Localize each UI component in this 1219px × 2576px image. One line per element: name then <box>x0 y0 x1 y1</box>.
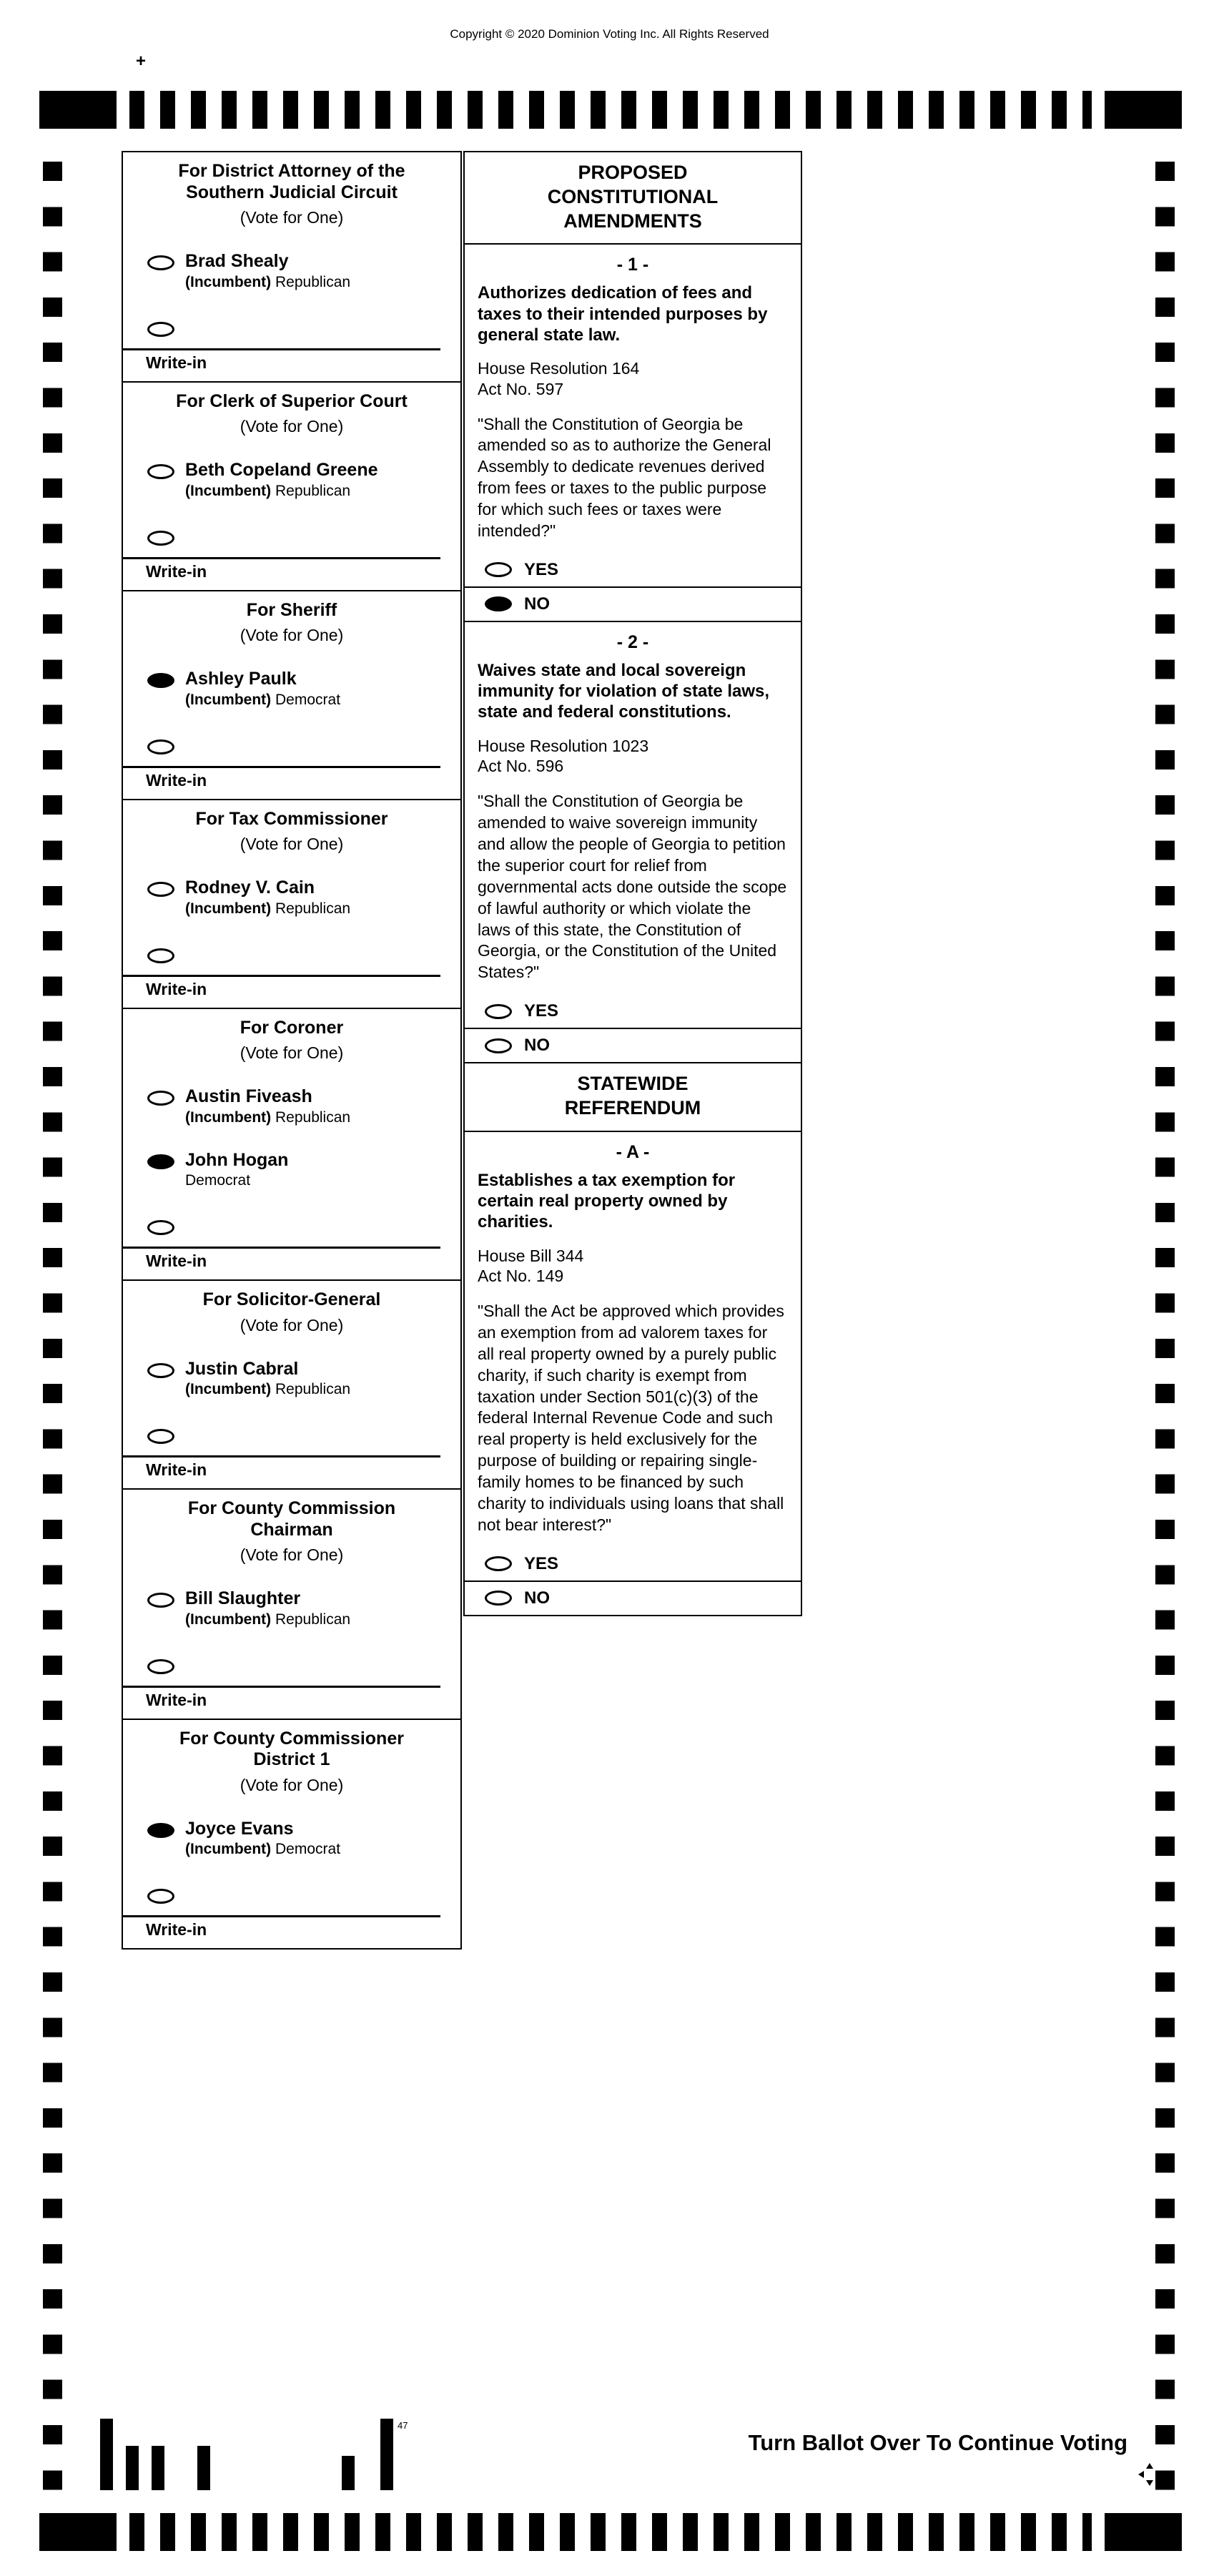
write-in-oval-row <box>123 712 460 766</box>
option-oval[interactable] <box>485 1004 512 1019</box>
write-in-label: Write-in <box>146 1460 207 1479</box>
vote-for-instruction: (Vote for One) <box>240 1775 344 1794</box>
candidate-detail <box>185 692 340 709</box>
candidate-detail <box>185 1611 350 1628</box>
candidate-text <box>185 1589 350 1628</box>
option-oval[interactable] <box>485 562 512 577</box>
party-label: Republican <box>275 1108 351 1126</box>
measure-options <box>465 1548 801 1615</box>
contest-header <box>123 1281 460 1338</box>
barcode-bar <box>100 2419 113 2490</box>
write-in-label: Write-in <box>146 1920 207 1939</box>
candidate-oval[interactable] <box>147 1363 174 1378</box>
candidate-oval-filled[interactable] <box>147 1823 174 1838</box>
measure-references <box>465 1233 801 1287</box>
option-label: NO <box>524 1588 550 1608</box>
write-in-label: Write-in <box>146 979 207 998</box>
timing-block-right <box>1105 2513 1182 2551</box>
option-row <box>465 586 801 621</box>
candidate-detail <box>185 1109 350 1126</box>
write-in-oval-row <box>123 503 460 557</box>
vote-for-instruction: (Vote for One) <box>240 208 344 227</box>
option-row <box>465 1580 801 1615</box>
section-header-line: STATEWIDE <box>577 1073 689 1095</box>
candidate-name: Austin Fiveash <box>185 1086 312 1106</box>
candidate-text <box>185 878 350 918</box>
measure-question: "Shall the Act be approved which provides an exemption from ad valorem taxes for all real property owned by a purely public charity, if such charity is exempt from taxation under Section 501(c)(3) of the federal Internal Revenue Code and such real property is held exclusively for the purpose of building or repairing single-family homes to be financed by such charity to individuals using loans that shall not bear interest?" <box>478 1302 784 1534</box>
registration-target-icon <box>1137 2462 1163 2487</box>
option-label: YES <box>524 559 559 579</box>
measure-summary: Authorizes dedication of fees and taxes to their intended purposes by general state law. <box>478 283 768 345</box>
ballot-measure <box>465 243 801 621</box>
contest-header <box>123 591 460 649</box>
option-label: YES <box>524 1001 559 1021</box>
option-oval[interactable] <box>485 1038 512 1053</box>
party-label: Democrat <box>275 691 341 708</box>
ballot-measure <box>465 621 801 1062</box>
candidate-text <box>185 1360 350 1399</box>
vote-for-instruction: (Vote for One) <box>240 835 344 853</box>
candidate-name: John Hogan <box>185 1149 289 1170</box>
candidate-row <box>123 1568 460 1631</box>
candidate-text <box>185 252 350 291</box>
party-label: Republican <box>275 273 351 290</box>
write-in-oval-row <box>123 1401 460 1455</box>
candidate-oval[interactable] <box>147 255 174 270</box>
candidate-oval[interactable] <box>147 882 174 897</box>
contest-header <box>123 383 460 440</box>
candidate-row <box>123 439 460 503</box>
timing-block-left <box>39 91 117 129</box>
timing-block-left <box>39 2513 117 2551</box>
party-label: Republican <box>275 1381 351 1397</box>
candidate-name: Justin Cabral <box>185 1358 299 1379</box>
incumbent-label: (Incumbent) <box>185 691 272 708</box>
write-in-oval[interactable] <box>147 1429 174 1444</box>
party-label: Republican <box>275 900 351 917</box>
candidate-oval-filled[interactable] <box>147 673 174 688</box>
incumbent-label: (Incumbent) <box>185 1108 272 1126</box>
incumbent-label: (Incumbent) <box>185 1841 272 1857</box>
write-in-label: Write-in <box>146 1252 207 1270</box>
vote-for-instruction: (Vote for One) <box>240 1043 344 1062</box>
barcode-bar <box>197 2446 210 2490</box>
candidate-oval-filled[interactable] <box>147 1154 174 1169</box>
candidate-oval[interactable] <box>147 1593 174 1608</box>
contest-title: For Tax Commissioner <box>195 808 388 829</box>
write-in-oval[interactable] <box>147 322 174 337</box>
candidate-detail <box>185 1381 350 1398</box>
column-section-header <box>465 1062 801 1131</box>
right-column <box>463 151 802 1616</box>
section-header-line: REFERENDUM <box>564 1096 701 1119</box>
timing-block-right <box>1105 91 1182 129</box>
party-label: Democrat <box>275 1841 341 1857</box>
contest-title: For Clerk of Superior Court <box>176 390 408 411</box>
incumbent-label: (Incumbent) <box>185 1381 272 1397</box>
candidate-row <box>123 1066 460 1129</box>
option-oval[interactable] <box>485 1556 512 1571</box>
contest-box <box>123 381 460 590</box>
candidate-name: Bill Slaughter <box>185 1588 301 1608</box>
incumbent-label: (Incumbent) <box>185 900 272 917</box>
barcode-bar <box>126 2446 139 2490</box>
vote-for-instruction: (Vote for One) <box>240 1545 344 1564</box>
candidate-row <box>123 1129 460 1193</box>
measure-reference: House Resolution 164 <box>478 359 640 378</box>
option-row <box>465 554 801 586</box>
contest-box <box>123 799 460 1008</box>
section-header-line: AMENDMENTS <box>563 210 702 232</box>
candidate-name: Joyce Evans <box>185 1818 294 1839</box>
contest-title: For Solicitor-General <box>202 1289 381 1309</box>
write-in-oval-row <box>123 294 460 348</box>
measure-reference: House Resolution 1023 <box>478 736 649 755</box>
timing-marks-top <box>39 91 1182 129</box>
measure-question: "Shall the Constitution of Georgia be amended to waive sovereign immunity and allow the people of Georgia to petition the superior court for relief from governmental acts done outside the scope of lawful authority or which violate the laws of this state, the Constitution of Georgia, or the Constitution of the United States?" <box>478 792 787 982</box>
vote-for-instruction: (Vote for One) <box>240 626 344 644</box>
barcode-bar <box>380 2419 393 2490</box>
candidate-row <box>123 1338 460 1402</box>
measure-summary: Waives state and local sovereign immunity for violation of state laws, state and federal constitutions. <box>478 660 770 722</box>
candidate-text <box>185 461 378 500</box>
write-in-oval-row <box>123 1192 460 1247</box>
section-header-line: CONSTITUTIONAL <box>547 185 719 207</box>
contest-header <box>123 152 460 230</box>
option-label: NO <box>524 1036 550 1056</box>
write-in-label: Write-in <box>146 770 207 790</box>
contest-title: For County Commissioner <box>179 1728 404 1749</box>
write-in-label: Write-in <box>146 561 207 581</box>
contest-box <box>123 590 460 799</box>
ballot-measure <box>465 1131 801 1615</box>
contest-box <box>123 1488 460 1719</box>
contest-title: For Sheriff <box>246 599 337 620</box>
barcode-bar <box>152 2446 164 2490</box>
candidate-row <box>123 230 460 294</box>
candidate-text <box>185 1819 340 1859</box>
write-in-label: Write-in <box>146 353 207 372</box>
contest-box <box>123 1279 460 1488</box>
option-label: NO <box>524 594 550 614</box>
write-in-oval[interactable] <box>147 739 174 754</box>
write-in-oval[interactable] <box>147 1889 174 1904</box>
contest-header <box>123 800 460 857</box>
party-label: Republican <box>275 482 351 499</box>
turn-ballot-over-text: Turn Ballot Over To Continue Voting <box>748 2430 1127 2455</box>
contest-box <box>123 152 460 381</box>
left-column <box>122 151 462 1950</box>
contest-title: District 1 <box>253 1749 330 1769</box>
candidate-text <box>185 1151 288 1190</box>
write-in-oval[interactable] <box>147 1220 174 1235</box>
candidate-row <box>123 648 460 712</box>
candidate-detail <box>185 483 378 500</box>
option-row <box>465 1028 801 1062</box>
section-header-line: PROPOSED <box>578 162 688 183</box>
contest-header <box>123 1490 460 1568</box>
measure-number: - 2 - <box>616 631 649 652</box>
contest-title: Chairman <box>250 1519 333 1540</box>
timing-marks-bottom <box>39 2513 1182 2551</box>
contest-title: For County Commission <box>187 1498 396 1518</box>
party-label: Democrat <box>185 1172 251 1189</box>
column-section-header <box>465 152 801 243</box>
contest-title: For Coroner <box>240 1017 344 1038</box>
measure-reference: Act No. 597 <box>478 379 564 398</box>
candidate-name: Rodney V. Cain <box>185 877 315 898</box>
contest-title: Southern Judicial Circuit <box>186 182 398 202</box>
measure-number: - 1 - <box>616 255 649 275</box>
write-in-oval-row <box>123 920 460 975</box>
vote-for-instruction: (Vote for One) <box>240 417 344 436</box>
candidate-name: Ashley Paulk <box>185 669 297 689</box>
measure-reference: House Bill 344 <box>478 1246 584 1265</box>
measure-options <box>465 995 801 1062</box>
timing-bars <box>129 2513 1092 2551</box>
candidate-text <box>185 669 340 709</box>
candidate-detail <box>185 1841 340 1858</box>
candidate-row <box>123 857 460 920</box>
candidate-row <box>123 1798 460 1862</box>
contest-header <box>123 1720 460 1798</box>
party-label: Republican <box>275 1611 351 1628</box>
write-in-oval[interactable] <box>147 531 174 546</box>
contest-header <box>123 1009 460 1066</box>
vote-for-instruction: (Vote for One) <box>240 1315 344 1334</box>
contest-box <box>123 1719 460 1949</box>
incumbent-label: (Incumbent) <box>185 482 272 499</box>
write-in-oval[interactable] <box>147 948 174 963</box>
barcode-bar <box>342 2456 355 2490</box>
timing-marks-right-column <box>1155 162 1175 2494</box>
copyright-notice: Copyright © 2020 Dominion Voting Inc. All Rights Reserved <box>450 27 769 41</box>
candidate-name: Beth Copeland Greene <box>185 460 378 480</box>
write-in-oval[interactable] <box>147 1659 174 1674</box>
candidate-oval[interactable] <box>147 1091 174 1106</box>
measure-references <box>465 345 801 400</box>
write-in-oval-row <box>123 1861 460 1915</box>
candidate-detail <box>185 274 350 291</box>
candidate-name: Brad Shealy <box>185 251 289 271</box>
option-oval-filled[interactable] <box>485 596 512 611</box>
candidate-detail <box>185 900 350 918</box>
option-label: YES <box>524 1553 559 1573</box>
measure-question: "Shall the Constitution of Georgia be amended so as to authorize the General Assembly to dedicate revenues derived from fees or taxes to the public purpose for which such fees or taxes were intended?" <box>478 414 771 540</box>
write-in-oval-row <box>123 1631 460 1686</box>
candidate-text <box>185 1087 350 1126</box>
option-row <box>465 1548 801 1580</box>
stub-number: 47 <box>398 2420 408 2431</box>
measure-reference: Act No. 596 <box>478 757 564 776</box>
write-in-label: Write-in <box>146 1690 207 1709</box>
measure-options <box>465 554 801 621</box>
incumbent-label: (Incumbent) <box>185 273 272 290</box>
contest-box <box>123 1008 460 1280</box>
measure-references <box>465 723 801 777</box>
option-oval[interactable] <box>485 1591 512 1606</box>
measure-reference: Act No. 149 <box>478 1267 564 1286</box>
incumbent-label: (Incumbent) <box>185 1611 272 1628</box>
candidate-oval[interactable] <box>147 464 174 479</box>
option-row <box>465 995 801 1028</box>
measure-number: - A - <box>616 1141 650 1162</box>
contest-title: For District Attorney of the <box>178 161 405 181</box>
timing-bars <box>129 91 1092 129</box>
candidate-detail <box>185 1172 288 1189</box>
registration-plus-mark: + <box>136 51 147 71</box>
timing-marks-left-column <box>43 162 62 2494</box>
measure-summary: Establishes a tax exemption for certain real property owned by charities. <box>478 1170 736 1232</box>
